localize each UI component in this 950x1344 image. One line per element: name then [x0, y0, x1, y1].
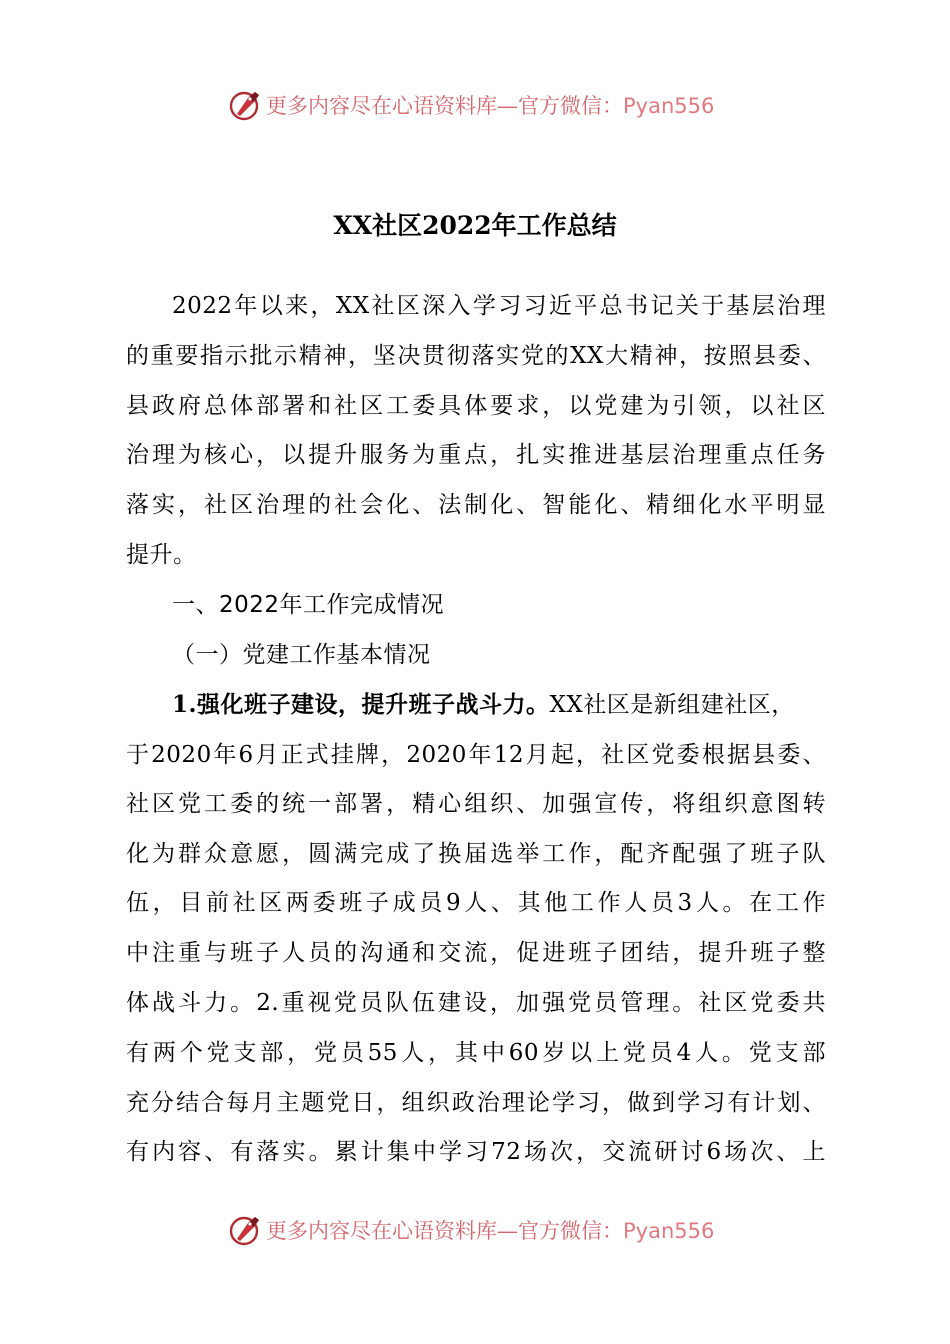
item1-bold-lead: 1.强化班子建设，提升班子战斗力。 — [172, 691, 550, 718]
body-line: 伍，目前社区两委班子成员9人、其他工作人员3人。在工作 — [126, 890, 826, 916]
body-line: 有两个党支部，党员55人，其中60岁以上党员4人。党支部 — [126, 1040, 826, 1066]
pen-nib-logo-icon — [228, 1212, 264, 1248]
pen-nib-logo-icon — [228, 87, 264, 123]
watermark-wechat-id: Pyan556 — [623, 94, 715, 118]
body-line: 体战斗力。2.重视党员队伍建设，加强党员管理。社区党委共 — [126, 990, 826, 1016]
section-heading: 一、2022年工作完成情况 — [172, 592, 445, 618]
body-line: 于2020年6月正式挂牌，2020年12月起，社区党委根据县委、 — [126, 742, 826, 768]
watermark-text-cn: 更多内容尽在心语资料库—官方微信： — [266, 1219, 623, 1243]
watermark-text-cn: 更多内容尽在心语资料库—官方微信： — [266, 94, 623, 118]
intro-line: 2022年以来，XX社区深入学习习近平总书记关于基层治理 — [172, 293, 826, 319]
body-line: 中注重与班子人员的沟通和交流，促进班子团结，提升班子整 — [126, 940, 826, 966]
document-title: XX社区2022年工作总结 — [333, 211, 617, 240]
watermark-banner-top — [0, 83, 950, 127]
item1-text: XX社区是新组建社区， — [549, 692, 795, 718]
intro-line: 的重要指示批示精神，坚决贯彻落实党的XX大精神，按照县委、 — [126, 343, 826, 369]
body-line: 社区党工委的统一部署，精心组织、加强宣传，将组织意图转 — [126, 791, 826, 817]
watermark-text — [266, 1218, 714, 1244]
body-line: 充分结合每月主题党日，组织政治理论学习，做到学习有计划、 — [126, 1090, 826, 1116]
subsection-heading: （一）党建工作基本情况 — [172, 642, 431, 668]
intro-line: 落实，社区治理的社会化、法制化、智能化、精细化水平明显 — [126, 492, 826, 518]
body-line: 化为群众意愿，圆满完成了换届选举工作，配齐配强了班子队 — [126, 841, 826, 867]
intro-line: 治理为核心，以提升服务为重点，扎实推进基层治理重点任务 — [126, 442, 826, 468]
watermark-text — [266, 93, 714, 119]
watermark-banner-bottom — [0, 1208, 950, 1252]
watermark-wechat-id: Pyan556 — [623, 1219, 715, 1243]
intro-line: 提升。 — [126, 542, 197, 568]
item1-line — [172, 690, 826, 720]
body-line: 有内容、有落实。累计集中学习72场次，交流研讨6场次、上 — [126, 1139, 826, 1165]
intro-line: 县政府总体部署和社区工委具体要求，以党建为引领，以社区 — [126, 393, 826, 419]
